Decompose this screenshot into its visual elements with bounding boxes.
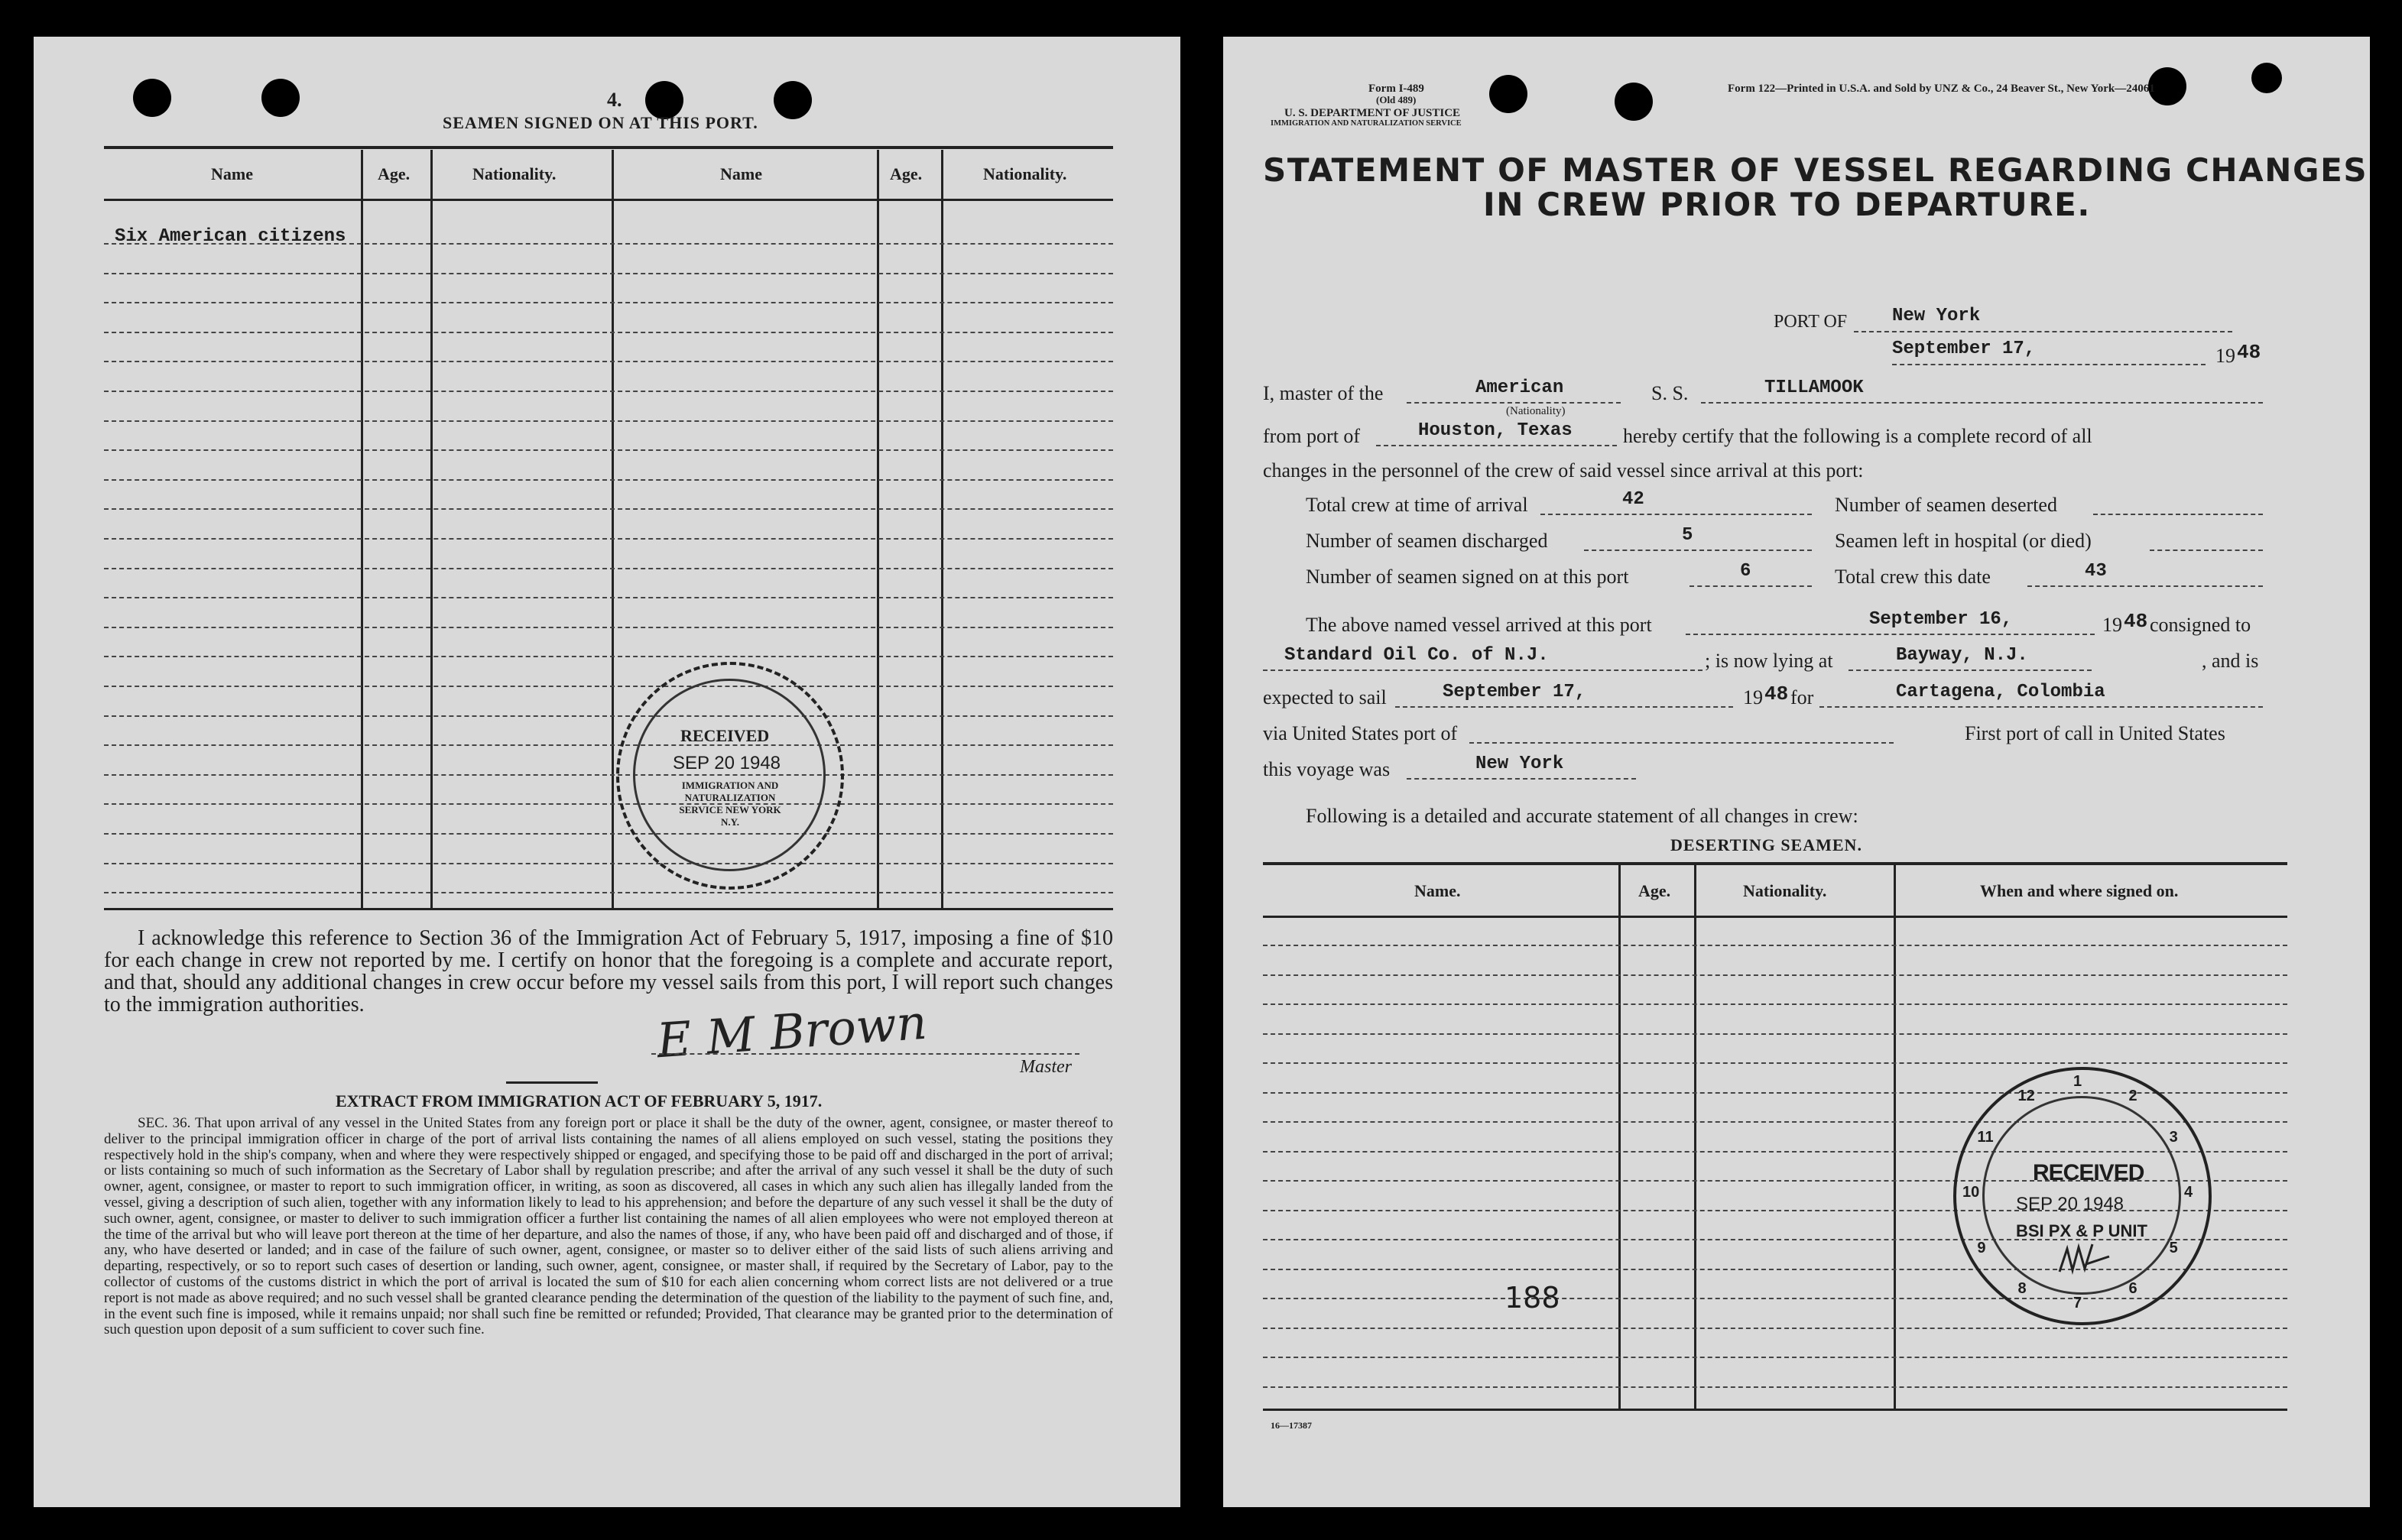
row-rule [104, 479, 1113, 481]
deserting-header-name: Name. [1414, 881, 1461, 900]
from-port-value: Houston, Texas [1418, 420, 1573, 441]
stamp-ring-number: 3 [2169, 1128, 2178, 1146]
row-rule [104, 420, 1113, 422]
row-rule [1263, 1386, 2287, 1388]
this-voyage-value: New York [1475, 754, 1564, 774]
right-page: Form I-489 (Old 489) U. S. DEPARTMENT OF JUSTICE IMMIGRATION AND NATURALIZATION SERVICE Form 122—Printed in U.S.A. and Sold by UNZ & Co., 24 Beaver St., New York—24061 STATEMENT OF MASTER OF VESSEL REGARDING CHANGES IN CREW PRIOR TO DEPARTURE. PORT OF New York September 17, 19 48 I, master of the American (Nationality) S. S. TILLAMOOK from port of Houston, Texas hereby certify that the following is a complete record of all changes in the personnel of the crew of said vessel since arrival at this port: Total crew at time of arrival 42 Number of seamen deserted Number of seamen discharged 5 Seamen left in hospital (or died) Number of seamen signed on at this port 6 Total crew this date 43 The above named vessel arrived at this port September 16, 19 48 consigned to Standard Oil Co. of N.J. ; is now lying at Bayway, N.J. , and is expected to sail September 17, 19 48 for Cartagena, Colombia via United States port of First port of call in United States this voyage was New York Following is a detailed and accurate statement of all changes in crew: DESERTING SEAMEN. Name. Age. Nationality. When and where signed on. 188 1 2 3 4 5 6 7 8 9 10 11 12 RECEIVED SEP 20 1948 BSI PX & P UNIT 16—17387 [1223, 37, 2370, 1507]
signed-on-value: 6 [1740, 561, 1751, 582]
stamp-ring-number: 2 [2128, 1088, 2137, 1105]
left-page [34, 37, 1180, 1507]
received-stamp: 1 2 3 4 5 6 7 8 9 10 11 12 RECEIVED SEP 20 1948 BSI PX & P UNIT [1953, 1067, 2212, 1325]
row-rule [1263, 974, 2287, 976]
total-arrival-value: 42 [1622, 489, 1644, 510]
row-rule [104, 568, 1113, 569]
year-value: 48 [2237, 341, 2261, 364]
punch-hole [1615, 83, 1653, 121]
row-rule [104, 774, 1113, 776]
row-rule [104, 243, 1113, 245]
stamp-ring-number: 4 [2184, 1184, 2193, 1201]
received-stamp: RECEIVED SEP 20 1948 IMMIGRATION AND NATURALIZATION SERVICE NEW YORK N.Y. [616, 662, 844, 890]
stamp-ring-number: 9 [1977, 1239, 1986, 1256]
master-signature: E M Brown [654, 994, 929, 1069]
row-rule [104, 803, 1113, 805]
row-rule [104, 833, 1113, 835]
punch-hole [774, 81, 812, 119]
stamp-ring-number: 5 [2169, 1239, 2178, 1256]
row-rule [1263, 1357, 2287, 1358]
row-rule [1263, 1062, 2287, 1064]
consignee-value: Standard Oil Co. of N.J. [1284, 645, 1549, 666]
stamp-ring-number: 11 [1977, 1128, 1994, 1146]
section-title: SEAMEN SIGNED ON AT THIS PORT. [443, 113, 758, 132]
table-top-rule [104, 146, 1113, 149]
destination-value: Cartagena, Colombia [1896, 682, 2105, 702]
extract-title: EXTRACT FROM IMMIGRATION ACT OF FEBRUARY 5, 1917. [336, 1091, 823, 1110]
form-title-line2: IN CREW PRIOR TO DEPARTURE. [1483, 186, 2091, 223]
stamp-initials [2056, 1241, 2117, 1287]
row-rule [104, 597, 1113, 598]
deserting-title: DESERTING SEAMEN. [1670, 835, 1862, 854]
deserting-header-when-where: When and where signed on. [1980, 881, 2179, 900]
total-date-value: 43 [2085, 561, 2107, 582]
stamp-ring-number: 10 [1962, 1184, 1980, 1201]
department: U. S. DEPARTMENT OF JUSTICE [1284, 107, 1461, 119]
lying-value: Bayway, N.J. [1896, 645, 2028, 666]
punch-hole [2251, 63, 2282, 93]
row-rule [104, 656, 1113, 657]
row-rule [104, 302, 1113, 303]
row-rule [104, 863, 1113, 864]
port-value: New York [1892, 306, 1981, 326]
table-entry: Six American citizens [115, 226, 346, 247]
header-name: Name [720, 164, 762, 183]
header-nationality: Nationality. [472, 164, 557, 183]
deserting-header-age: Age. [1638, 881, 1671, 900]
arrived-value: September 16, [1869, 609, 2013, 630]
port-label: PORT OF [1774, 312, 1848, 332]
row-rule [104, 744, 1113, 746]
ship-name: TILLAMOOK [1764, 378, 1864, 398]
row-rule [104, 892, 1113, 893]
acknowledgement-text: I acknowledge this reference to Section 36 of the Immigration Act of February 5, 1917, imposing a fine of $10 for each change in crew not reported by me. I certify on honor that the foregoing is a complete and accurate report, and that, should any additional changes in crew occur before my vessel sails from this port, I will report such changes to the immigration authorities. [104, 926, 1113, 1016]
header-age: Age. [378, 164, 411, 183]
form-title-line1: STATEMENT OF MASTER OF VESSEL REGARDING CHANGES [1263, 151, 2368, 189]
row-rule [104, 273, 1113, 274]
footer-code: 16—17387 [1271, 1420, 1312, 1431]
header-age: Age. [890, 164, 923, 183]
nationality-value: American [1475, 378, 1564, 398]
row-rule [104, 627, 1113, 628]
stamp-ring-number: 12 [2017, 1088, 2035, 1105]
extract-text: SEC. 36. That upon arrival of any vessel in the United States from any foreign port or place it shall be the duty of the owner, agent, consignee, or master thereof to deliver to the principal immigration officer in charge of the port of arrival lists containing the names of all aliens employed on such vessel, stating the positions they respectively hold in the ship's company, when and where they were respectively shipped or engaged, and specifying those to be paid off and discharged in the port of arrival; or lists containing so much of such information as the Secretary of Labor shall by regulation prescribe; and after the arrival of any such vessel it shall be the duty of such owner, agent, consignee, or master to report to such immigration officer, in writing, as soon as discovered, all cases in which any such alien has illegally landed from the vessel, giving a description of such alien, together with any information likely to lead to his apprehension; and before the departure of any such vessel it shall be the duty of such owner, agent, consignee, or master to deliver to such immigration officer a further list containing the names of all alien employees who were not employed thereon at the time of the arrival but who will leave port thereon at the time of her departure, and also the names of those, if any, who have been paid off and discharged and of those, if any, who have deserted or landed; and in case of the failure of such owner, agent, consignee, or master so to deliver either of the said lists of such aliens arriving and departing, respectively, or so to report such cases of desertion or landing, such owner, agent, consignee, or master shall, if required by the Secretary of Labor, pay to the collector of customs of the customs district in which the port of arrival is located the sum of $10 for each alien concerning whom correct lists are not delivered or a true report is not made as above required; and no such vessel shall be granted clearance pending the determination of the question of the liability to the payment of such fine, and, in the event such fine is imposed, while it remains unpaid; nor shall such fine be remitted or refunded; Provided, That clearance may be granted prior to the determination of such question upon deposit of a sum sufficient to cover such fine. [104, 1115, 1113, 1338]
printer-line: Form 122—Printed in U.S.A. and Sold by UNZ & Co., 24 Beaver St., New York—24061 [1728, 83, 2155, 95]
row-rule [104, 538, 1113, 540]
deserting-header-nationality: Nationality. [1743, 881, 1827, 900]
stamp-ring-number: 6 [2128, 1279, 2137, 1297]
punch-hole [1489, 75, 1527, 113]
row-rule [1263, 945, 2287, 946]
stamp-ring-number: 1 [2073, 1073, 2082, 1090]
table-bottom-rule [104, 908, 1113, 910]
page-number: 4. [607, 89, 622, 111]
discharged-value: 5 [1682, 525, 1693, 546]
stamp-ring-number: 7 [2073, 1295, 2082, 1311]
expected-value: September 17, [1443, 682, 1586, 702]
date-value: September 17, [1892, 339, 2036, 359]
table-header-rule [104, 199, 1113, 201]
row-rule [104, 332, 1113, 333]
row-rule [104, 391, 1113, 392]
row-rule [104, 715, 1113, 717]
row-rule [1263, 1003, 2287, 1005]
row-rule [104, 686, 1113, 687]
row-rule [104, 508, 1113, 510]
punch-hole [261, 79, 300, 117]
row-rule [1263, 1033, 2287, 1035]
form-id-old: (Old 489) [1376, 94, 1417, 105]
header-name: Name [211, 164, 253, 183]
stamp-ring-number: 8 [2017, 1279, 2027, 1297]
header-nationality: Nationality. [983, 164, 1067, 183]
handwritten-number: 188 [1504, 1281, 1560, 1315]
row-rule [104, 449, 1113, 451]
punch-hole [133, 79, 171, 117]
row-rule [1263, 1328, 2287, 1329]
form-id: Form I-489 [1368, 83, 1424, 95]
row-rule [104, 361, 1113, 362]
service: IMMIGRATION AND NATURALIZATION SERVICE [1271, 119, 1462, 128]
master-label: Master [1020, 1057, 1072, 1077]
